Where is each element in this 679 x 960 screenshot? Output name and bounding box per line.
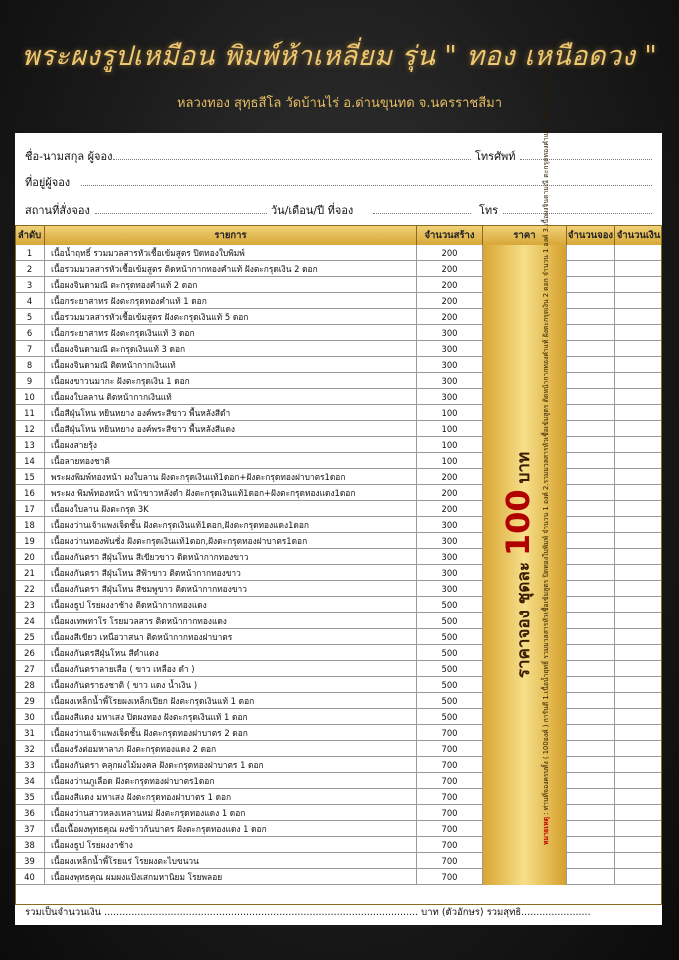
row-reserve-cell[interactable] xyxy=(567,741,615,757)
row-amount-cell[interactable] xyxy=(615,645,662,661)
row-amount-cell[interactable] xyxy=(615,757,662,773)
name-field[interactable] xyxy=(113,159,471,160)
phone-label: โทรศัพท์ xyxy=(475,150,516,163)
row-amount-cell[interactable] xyxy=(615,789,662,805)
row-amount-cell[interactable] xyxy=(615,293,662,309)
row-amount-cell[interactable] xyxy=(615,597,662,613)
row-reserve-cell[interactable] xyxy=(567,309,615,325)
name-label: ชื่อ-นามสกุล ผู้จอง xyxy=(25,150,113,163)
row-item: เนื้อผงกันตรา สีฝุ่นโหน สีชมพูขาว ติดหน้ากากทองขาว xyxy=(45,581,417,597)
row-reserve-cell[interactable] xyxy=(567,501,615,517)
row-item: เนื้อสีฝุ่นโหน หยินหยาง องค์พระสีขาว พื้นหลังสีดำ xyxy=(45,405,417,421)
row-amount-cell[interactable] xyxy=(615,341,662,357)
row-qty: 700 xyxy=(417,725,483,741)
row-qty: 200 xyxy=(417,469,483,485)
row-item: เนื้อผงสายรุ้ง xyxy=(45,437,417,453)
row-no: 15 xyxy=(15,469,45,485)
row-item: เนื้อผงกันตราธงชาติ ( ขาว แดง น้ำเงิน ) xyxy=(45,677,417,693)
row-qty: 500 xyxy=(417,677,483,693)
row-qty: 500 xyxy=(417,645,483,661)
row-no: 34 xyxy=(15,773,45,789)
row-item: เนื้อกระยาสาทร ฝังตะกรุดทองคำแท้ 1 ดอก xyxy=(45,293,417,309)
row-item: เนื้อกระยาสาทร ฝังตะกรุดเงินแท้ 3 ดอก xyxy=(45,325,417,341)
price-panel xyxy=(498,63,551,845)
price-note: : ท่านที่จองครบทั้ง ( 100องค์ ) การันตี 1.เนื้อน้ำฤทธิ์ รวมมวลสารหัวเชื้อเข้มสูตร ปิดทองใบพิมพ์ จำนวน 1 องค์ 2.รวมมวลสารหัวเชื้อเข้มสูตร ติดหน้ากากทองคำแท้ ฝังตะกรุดเงิน 2 ดอก จำนวน 1 องค์ 3.เนื้อผงจินดามณี ตะกรุดทองคำแท้ 2 ดอก จำนวน 1 องค์ xyxy=(541,63,550,815)
address-field[interactable] xyxy=(81,185,652,186)
price-amount: 100 xyxy=(498,489,537,557)
row-no: 29 xyxy=(15,693,45,709)
row-reserve-cell[interactable] xyxy=(567,661,615,677)
row-amount-cell[interactable] xyxy=(615,805,662,821)
row-item: เนื้อผงกันตรา สีฝุ่นโหน สีเขียวขาว ติดหน้ากากทองขาว xyxy=(45,549,417,565)
date-field[interactable] xyxy=(373,213,471,214)
row-item: เนื้อผงว่านเจ้าแพงเจ็ดชั้น ฝังตะกรุดทองฝาบาตร 2 ดอก xyxy=(45,725,417,741)
header-reserve: จำนวนจอง xyxy=(567,225,615,245)
row-item: เนื้อผงจินดามณี ตะกรุดทองคำแท้ 2 ดอก xyxy=(45,277,417,293)
date-label: วัน/เดือน/ปี ที่จอง xyxy=(271,204,354,217)
row-no: 22 xyxy=(15,581,45,597)
row-no: 35 xyxy=(15,789,45,805)
row-no: 23 xyxy=(15,597,45,613)
row-qty: 300 xyxy=(417,357,483,373)
row-amount-cell[interactable] xyxy=(615,725,662,741)
row-amount-cell[interactable] xyxy=(615,245,662,261)
row-reserve-cell[interactable] xyxy=(567,693,615,709)
row-qty: 500 xyxy=(417,661,483,677)
row-qty: 500 xyxy=(417,693,483,709)
row-no: 20 xyxy=(15,549,45,565)
price-unit: บาท xyxy=(513,451,534,484)
row-qty: 700 xyxy=(417,869,483,885)
row-qty: 300 xyxy=(417,549,483,565)
row-reserve-cell[interactable] xyxy=(567,533,615,549)
row-item: เนื้อผงว่านเจ้าแพงเจ็ดชั้น ฝังตะกรุดเงินแท้1ดอก,ฝังตะกรุดทองแดง1ดอก xyxy=(45,517,417,533)
row-no: 12 xyxy=(15,421,45,437)
row-item: เนื้อผงใบลลาน ติดหน้ากากเงินแท้ xyxy=(45,389,417,405)
row-item: เนื้อผงสีแดง มหาเสง ปิดผงทอง ฝังตะกรุดเงินแท้ 1 ดอก xyxy=(45,709,417,725)
row-qty: 200 xyxy=(417,485,483,501)
header-item: รายการ xyxy=(45,225,417,245)
row-no: 13 xyxy=(15,437,45,453)
row-item: เนื้อผงเทพทาโร โรยมวลสาร ติดหน้ากากทองแดง xyxy=(45,613,417,629)
row-qty: 200 xyxy=(417,293,483,309)
row-item: เนื้อผงขาวนมากะ ฝังตะกรุดเงิน 1 ดอก xyxy=(45,373,417,389)
row-qty: 300 xyxy=(417,373,483,389)
row-amount-cell[interactable] xyxy=(615,405,662,421)
row-no: 33 xyxy=(15,757,45,773)
row-amount-cell[interactable] xyxy=(615,677,662,693)
row-no: 28 xyxy=(15,677,45,693)
row-no: 14 xyxy=(15,453,45,469)
row-qty: 700 xyxy=(417,837,483,853)
row-qty: 200 xyxy=(417,245,483,261)
row-item: เนื้อผงว่านภูเลือด ฝังตะกรุดทองฝาบาตร1ดอก xyxy=(45,773,417,789)
footer-total: รวมเป็นจำนวนเงิน ........................................................................................................ บาท (ตัวอักษร) รวมสุทธิ....................... xyxy=(25,907,591,918)
row-item: เนื้อน้ำฤทธิ์ รวมมวลสารหัวเชื้อเข้มสูตร ปิดทองใบพิมพ์ xyxy=(45,245,417,261)
row-item: เนื้อผงจินดามณี ติดหน้ากากเงินแท้ xyxy=(45,357,417,373)
row-reserve-cell[interactable] xyxy=(567,677,615,693)
row-amount-cell[interactable] xyxy=(615,373,662,389)
row-reserve-cell[interactable] xyxy=(567,805,615,821)
row-qty: 300 xyxy=(417,325,483,341)
row-reserve-cell[interactable] xyxy=(567,453,615,469)
row-reserve-cell[interactable] xyxy=(567,517,615,533)
row-reserve-cell[interactable] xyxy=(567,725,615,741)
note-mark: หมายเหตุ xyxy=(541,817,550,845)
phone-field[interactable] xyxy=(520,159,652,160)
row-reserve-cell[interactable] xyxy=(567,341,615,357)
row-item: เนื้อผงว่านทองพันชั่ง ฝังตะกรุดเงินแท้1ดอก,ฝังตะกรุดทองฝาบาตร1ดอก xyxy=(45,533,417,549)
row-item: เนื้อผงธูป โรยผงงาช้าง xyxy=(45,837,417,853)
row-amount-cell[interactable] xyxy=(615,741,662,757)
place-field[interactable] xyxy=(95,213,267,214)
row-no: 18 xyxy=(15,517,45,533)
row-reserve-cell[interactable] xyxy=(567,581,615,597)
row-reserve-cell[interactable] xyxy=(567,405,615,421)
row-item: เนื้อผงกันตรา คลุกผงไม้มงคล ฝังตะกรุดทองฝาบาตร 1 ดอก xyxy=(45,757,417,773)
row-reserve-cell[interactable] xyxy=(567,869,615,885)
row-qty: 500 xyxy=(417,597,483,613)
row-reserve-cell[interactable] xyxy=(567,469,615,485)
row-item: เนื้อผงว่านสาวหลงเหลานหม่ ฝังตะกรุดทองแดง 1 ดอก xyxy=(45,805,417,821)
row-qty: 200 xyxy=(417,309,483,325)
row-reserve-cell[interactable] xyxy=(567,645,615,661)
row-no: 6 xyxy=(15,325,45,341)
row-no: 21 xyxy=(15,565,45,581)
row-amount-cell[interactable] xyxy=(615,869,662,885)
row-reserve-cell[interactable] xyxy=(567,821,615,837)
row-no: 38 xyxy=(15,837,45,853)
row-item: เนื้อผงสีเขียว เหนือวาสนา ติดหน้ากากทองฝาบาตร xyxy=(45,629,417,645)
row-qty: 700 xyxy=(417,821,483,837)
row-no: 30 xyxy=(15,709,45,725)
row-no: 8 xyxy=(15,357,45,373)
header-qty: จำนวนสร้าง xyxy=(417,225,483,245)
row-no: 1 xyxy=(15,245,45,261)
row-qty: 100 xyxy=(417,437,483,453)
place-label: สถานที่สั่งจอง xyxy=(25,204,90,217)
row-reserve-cell[interactable] xyxy=(567,245,615,261)
row-no: 27 xyxy=(15,661,45,677)
row-amount-cell[interactable] xyxy=(615,693,662,709)
row-item: เนื้อผงเหล็กน้ำพี้โรยผงเหล็กเปียก ฝังตะกรุดเงินแท้ 1 ดอก xyxy=(45,693,417,709)
row-amount-cell[interactable] xyxy=(615,517,662,533)
row-item: เนื้อผงจินดามณี ตะกรุดเงินแท้ 3 ดอก xyxy=(45,341,417,357)
row-reserve-cell[interactable] xyxy=(567,757,615,773)
row-amount-cell[interactable] xyxy=(615,261,662,277)
row-no: 16 xyxy=(15,485,45,501)
row-no: 2 xyxy=(15,261,45,277)
row-qty: 300 xyxy=(417,389,483,405)
row-no: 7 xyxy=(15,341,45,357)
row-amount-cell[interactable] xyxy=(615,309,662,325)
row-no: 40 xyxy=(15,869,45,885)
row-reserve-cell[interactable] xyxy=(567,293,615,309)
row-qty: 100 xyxy=(417,453,483,469)
row-reserve-cell[interactable] xyxy=(567,421,615,437)
row-amount-cell[interactable] xyxy=(615,629,662,645)
row-qty: 100 xyxy=(417,421,483,437)
row-amount-cell[interactable] xyxy=(615,501,662,517)
header-price: ราคา xyxy=(483,225,567,245)
row-item: เนื้อรวมมวลสารหัวเชื้อเข้มสูตร ติดหน้ากากทองคำแท้ ฝังตะกรุดเงิน 2 ดอก xyxy=(45,261,417,277)
row-qty: 100 xyxy=(417,405,483,421)
row-reserve-cell[interactable] xyxy=(567,325,615,341)
row-reserve-cell[interactable] xyxy=(567,837,615,853)
row-reserve-cell[interactable] xyxy=(567,629,615,645)
row-reserve-cell[interactable] xyxy=(567,853,615,869)
row-reserve-cell[interactable] xyxy=(567,565,615,581)
row-qty: 300 xyxy=(417,581,483,597)
tel-label: โทร xyxy=(479,204,499,217)
row-qty: 500 xyxy=(417,629,483,645)
page-title: พระผงรูปเหมือน พิมพ์ห้าเหลี่ยม รุ่น " ทอง เหนือดวง " xyxy=(21,41,658,72)
row-no: 11 xyxy=(15,405,45,421)
row-no: 9 xyxy=(15,373,45,389)
row-no: 39 xyxy=(15,853,45,869)
row-no: 32 xyxy=(15,741,45,757)
row-qty: 700 xyxy=(417,773,483,789)
row-no: 4 xyxy=(15,293,45,309)
row-item: เนื้อผงรังต่อมหาลาภ ฝังตะกรุดทองแดง 2 ดอก xyxy=(45,741,417,757)
row-amount-cell[interactable] xyxy=(615,661,662,677)
row-qty: 200 xyxy=(417,277,483,293)
header-amount: จำนวนเงิน xyxy=(615,225,662,245)
row-amount-cell[interactable] xyxy=(615,421,662,437)
row-item: เนื้อเนื้อผงพุทธคุณ ผงข้าวก้นบาตร ฝังตะกรุดทองแดง 1 ดอก xyxy=(45,821,417,837)
row-amount-cell[interactable] xyxy=(615,277,662,293)
row-item: พระผงพิมพ์ทองหน้า ผงใบลาน ฝังตะกรุดเงินแท้1ดอก+ฝังตะกรุดทองฝาบาตร1ดอก xyxy=(45,469,417,485)
row-qty: 500 xyxy=(417,613,483,629)
row-qty: 700 xyxy=(417,789,483,805)
row-amount-cell[interactable] xyxy=(615,549,662,565)
row-reserve-cell[interactable] xyxy=(567,485,615,501)
row-amount-cell[interactable] xyxy=(615,389,662,405)
row-amount-cell[interactable] xyxy=(615,453,662,469)
row-qty: 300 xyxy=(417,517,483,533)
row-qty: 300 xyxy=(417,533,483,549)
row-qty: 700 xyxy=(417,757,483,773)
row-reserve-cell[interactable] xyxy=(567,261,615,277)
row-amount-cell[interactable] xyxy=(615,325,662,341)
row-no: 37 xyxy=(15,821,45,837)
row-amount-cell[interactable] xyxy=(615,837,662,853)
row-no: 10 xyxy=(15,389,45,405)
row-item: เนื้อผงใบลาน ฝังตะกรุด 3K xyxy=(45,501,417,517)
row-no: 36 xyxy=(15,805,45,821)
row-amount-cell[interactable] xyxy=(615,853,662,869)
row-reserve-cell[interactable] xyxy=(567,709,615,725)
row-amount-cell[interactable] xyxy=(615,773,662,789)
row-item: เนื้อสีฝุ่นโหน หยินหยาง องค์พระสีขาว พื้นหลังสีแดง xyxy=(45,421,417,437)
row-item: เนื้อผงกันตรสีฝุ่นโหน สีดำแดง xyxy=(45,645,417,661)
row-qty: 700 xyxy=(417,805,483,821)
row-reserve-cell[interactable] xyxy=(567,773,615,789)
row-no: 17 xyxy=(15,501,45,517)
row-qty: 500 xyxy=(417,709,483,725)
row-item: เนื้อผงพุทธคุณ ผมผงแป้งเสกมหานิยม โรยพลอย xyxy=(45,869,417,885)
row-item: เนื้อผงกันตราลายเสือ ( ขาว เหลือง ดำ ) xyxy=(45,661,417,677)
row-qty: 700 xyxy=(417,741,483,757)
row-amount-cell[interactable] xyxy=(615,821,662,837)
row-amount-cell[interactable] xyxy=(615,565,662,581)
row-item: เนื้อผงกันตรา สีฝุ่นโหน สีฟ้าขาว ติดหน้ากากทองขาว xyxy=(45,565,417,581)
row-item: เนื้อลายทองชาติ xyxy=(45,453,417,469)
row-amount-cell[interactable] xyxy=(615,357,662,373)
row-amount-cell[interactable] xyxy=(615,533,662,549)
row-amount-cell[interactable] xyxy=(615,613,662,629)
row-no: 25 xyxy=(15,629,45,645)
row-no: 5 xyxy=(15,309,45,325)
row-item: พระผง พิมพ์ทองหน้า หน้าขาวหลังดำ ฝังตะกรุดเงินแท้1ดอก+ฝังตะกรุดทองแดง1ดอก xyxy=(45,485,417,501)
price-prefix: ราคาจอง xyxy=(513,610,534,679)
row-reserve-cell[interactable] xyxy=(567,373,615,389)
row-item: เนื้อผงธูป โรยผงงาช้าง ติดหน้ากากทองแดง xyxy=(45,597,417,613)
row-no: 26 xyxy=(15,645,45,661)
row-reserve-cell[interactable] xyxy=(567,789,615,805)
row-item: เนื้อผงสีแดง มหาเสง ฝังตะกรุดทองฝาบาตร 1 ดอก xyxy=(45,789,417,805)
row-reserve-cell[interactable] xyxy=(567,613,615,629)
row-reserve-cell[interactable] xyxy=(567,357,615,373)
row-qty: 200 xyxy=(417,261,483,277)
row-reserve-cell[interactable] xyxy=(567,389,615,405)
row-no: 24 xyxy=(15,613,45,629)
tel-field[interactable] xyxy=(503,213,652,214)
address-label: ที่อยู่ผู้จอง xyxy=(25,176,71,189)
row-item: เนื้อรวมมวลสารหัวเชื้อเข้มสูตร ฝังตะกรุดเงินแท้ 5 ดอก xyxy=(45,309,417,325)
row-no: 3 xyxy=(15,277,45,293)
row-amount-cell[interactable] xyxy=(615,709,662,725)
row-qty: 300 xyxy=(417,341,483,357)
price-per-unit: ชุดละ xyxy=(513,562,534,605)
row-reserve-cell[interactable] xyxy=(567,277,615,293)
row-reserve-cell[interactable] xyxy=(567,549,615,565)
row-reserve-cell[interactable] xyxy=(567,437,615,453)
row-qty: 300 xyxy=(417,565,483,581)
row-amount-cell[interactable] xyxy=(615,485,662,501)
row-item: เนื้อผงเหล็กน้ำพี้โรยแร่ โรยผงตะไบขนวน xyxy=(45,853,417,869)
row-reserve-cell[interactable] xyxy=(567,597,615,613)
header-no: ลำดับ xyxy=(15,225,45,245)
row-qty: 200 xyxy=(417,501,483,517)
row-no: 31 xyxy=(15,725,45,741)
page-subtitle: หลวงทอง สุทฺธสีโล วัดบ้านไร่ อ.ด่านขุนทด จ.นครราชสีมา xyxy=(176,96,503,111)
row-no: 19 xyxy=(15,533,45,549)
row-qty: 700 xyxy=(417,853,483,869)
row-amount-cell[interactable] xyxy=(615,581,662,597)
row-amount-cell[interactable] xyxy=(615,469,662,485)
row-amount-cell[interactable] xyxy=(615,437,662,453)
